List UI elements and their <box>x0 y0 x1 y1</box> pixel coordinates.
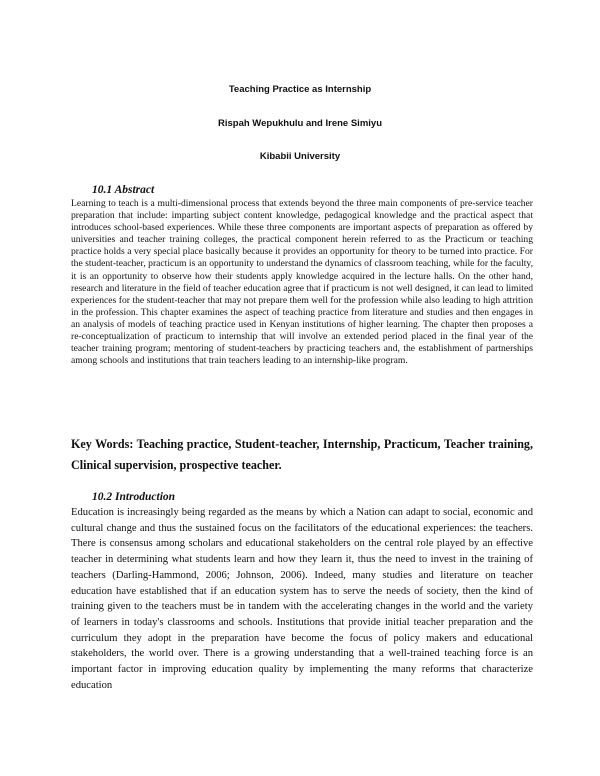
chapter-title: Teaching Practice as Internship <box>228 84 372 95</box>
abstract-paragraph: Learning to teach is a multi-dimensional process that extends beyond the three main components of pre-service teacher preparation that include: imparting subject content knowledge, pedagogical knowledge and the practical aspect that introduces school-based experiences. While these three components are important aspects of preparation as offered by universities and teacher training colleges, the practical component herein referred to as the Practicum or teaching practice holds a very special place basically because it provides an opportunity for theory to be turned into practice. For the student-teacher, practicum is an opportunity to understand the dynamics of classroom teaching, while for the faculty, it is an opportunity to observe how their students apply knowledge acquired in the lecture halls. On the other hand, research and literature in the field of teacher education agree that if practicum is not well designed, it can lead to limited experiences for the student-teacher that may not prepare them well for the profession while also leading to high attrition in the profession. This chapter examines the aspect of teaching practice from literature and studies and then engages in an analysis of models of teaching practice used in Kenyan institutions of higher learning. The chapter then proposes a re-conceptualization of practicum to internship that will involve an extended period placed in the final year of the teacher training program; mentoring of student-teachers by practicing teachers and, the establishment of partnerships among schools and institutions that train teachers leading to an internship-like program. <box>71 198 533 367</box>
keywords: Key Words: Teaching practice, Student-teacher, Internship, Practicum, Teacher training, Clinical supervision, prospective teacher. <box>71 437 533 472</box>
authors: Rispah Wepukhulu and Irene Simiyu <box>218 118 382 129</box>
abstract-heading: 10.1 Abstract <box>92 184 155 196</box>
affiliation: Kibabii University <box>259 151 341 162</box>
introduction-heading: 10.2 Introduction <box>92 491 176 503</box>
introduction-paragraph: Education is increasingly being regarded as the means by which a Nation can adapt to social, economic and cultural change and thus the sustained focus on the facilitators of the educational experiences: the teachers. There is consensus among scholars and educational stakeholders on the central role played by an effective teacher in determining what students learn and how they learn it, thus the need to invest in the training of teachers (Darling-Hammond, 2006; Johnson, 2006). Indeed, many studies and literature on teacher education have established that if an education system has to serve the needs of society, then the kind of training given to the teachers must be in tandem with the accelerating changes in the world and the variety of learners in today's classrooms and schools. Institutions that provide initial teacher preparation and the curriculum they adopt in the preparation have become the focus of policy makers and educational stakeholders, the world over. There is a growing understanding that a well-trained teaching force is an important factor in improving education quality by implementing the many reforms that characterize education <box>71 507 533 691</box>
